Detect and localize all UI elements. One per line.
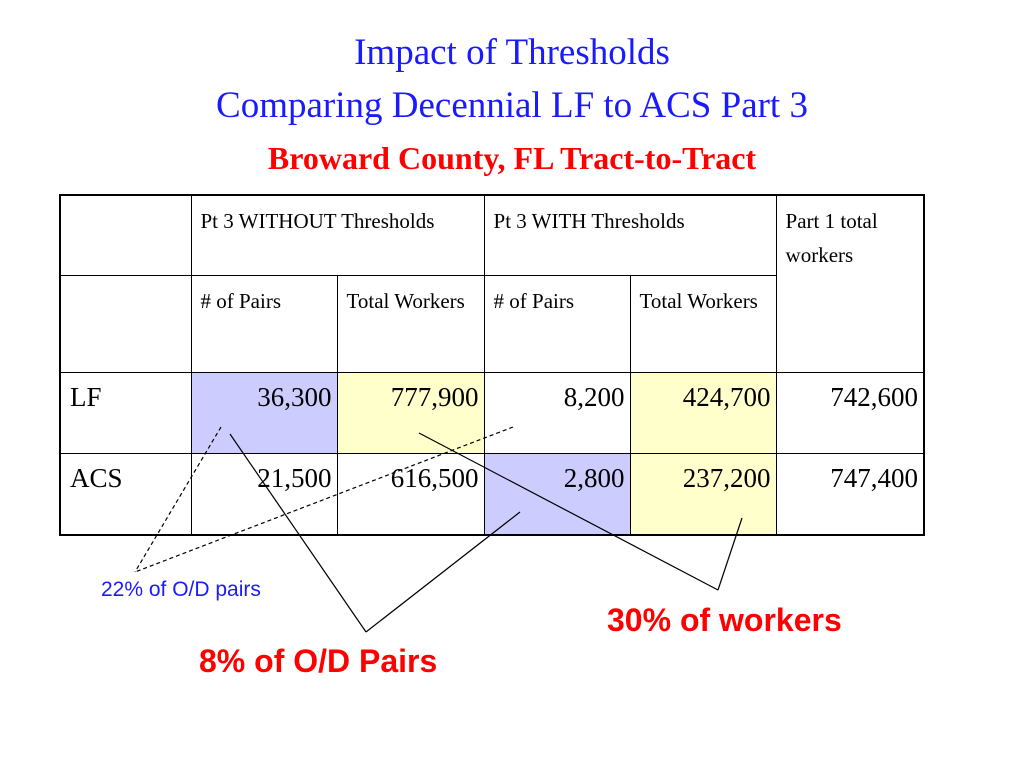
label-8-percent-pairs: 8% of O/D Pairs (199, 643, 438, 679)
subheader-pairs-without: # of Pairs (191, 275, 337, 372)
dashed-leader-line (135, 427, 513, 572)
slide-title: Impact of Thresholds (354, 32, 670, 73)
header-part1-total-workers: Part 1 total workers (776, 195, 924, 372)
acs-part1-total: 747,400 (776, 453, 924, 535)
slide-county-heading: Broward County, FL Tract-to-Tract (267, 140, 757, 176)
slide-subtitle: Comparing Decennial LF to ACS Part 3 (216, 85, 808, 126)
label-22-percent-pairs: 22% of O/D pairs (101, 578, 261, 601)
acs-workers-with: 237,200 (630, 453, 776, 535)
subheader-workers-without: Total Workers (337, 275, 484, 372)
subheader-pairs-with: # of Pairs (484, 275, 630, 372)
dashed-leader-line (135, 427, 221, 572)
leader-line (419, 433, 718, 590)
lf-pairs-with: 8,200 (484, 372, 630, 453)
row-label-acs: ACS (60, 453, 191, 535)
lf-pairs-without: 36,300 (191, 372, 337, 453)
lf-part1-total: 742,600 (776, 372, 924, 453)
subheader-workers-with: Total Workers (630, 275, 776, 372)
leader-line (718, 518, 742, 590)
leader-line (366, 512, 520, 632)
acs-workers-without: 616,500 (337, 453, 484, 535)
acs-pairs-with: 2,800 (484, 453, 630, 535)
label-30-percent-workers: 30% of workers (607, 602, 842, 638)
row-label-lf: LF (60, 372, 191, 453)
header-without-thresholds: Pt 3 WITHOUT Thresholds (191, 195, 484, 275)
acs-pairs-without: 21,500 (191, 453, 337, 535)
header-with-thresholds: Pt 3 WITH Thresholds (484, 195, 776, 275)
lf-workers-with: 424,700 (630, 372, 776, 453)
lf-workers-without: 777,900 (337, 372, 484, 453)
